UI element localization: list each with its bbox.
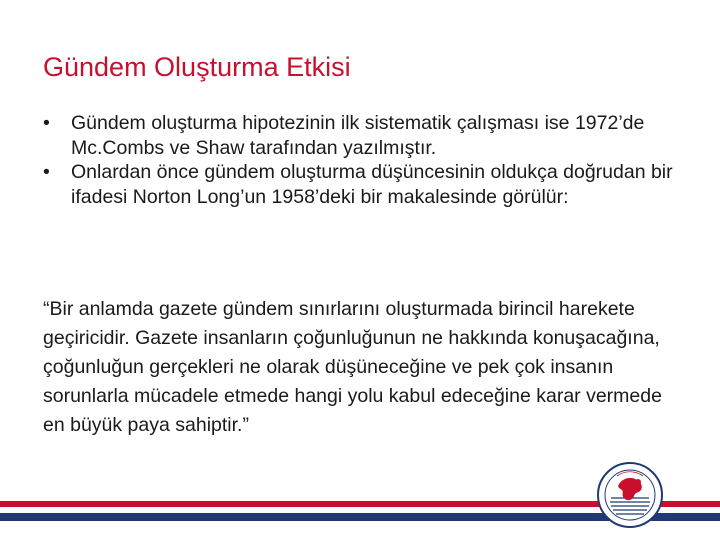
university-seal-icon (597, 462, 663, 528)
bullet-marker: • (43, 161, 50, 183)
bullet-list (43, 111, 683, 209)
bullet-marker: • (43, 112, 50, 134)
bullet-text: Gündem oluşturma hipotezinin ilk sistematik çalışması ise 1972’de Mc.Combs ve Shaw tarafından yazılmıştır. (71, 112, 645, 159)
bullet-text: Onlardan önce gündem oluşturma düşüncesinin oldukça doğrudan bir ifadesi Norton Long’un 1958’deki bir makalesinde görülür: (71, 161, 673, 208)
quote-text: “Bir anlamda gazete gündem sınırlarını oluşturmada birincil harekete geçiricidir. Gazete insanların çoğunluğunun ne hakkında konuşacağına, çoğunluğun gerçekleri ne olarak düşüneceğine ve pek çok insanın sorunlarla mücadele etmede hangi yolu kabul edeceğine karar vermede en büyük paya sahiptir.” (43, 298, 662, 436)
bullet-item (43, 160, 683, 209)
slide-title: Gündem Oluşturma Etkisi (43, 52, 351, 82)
bullet-item (43, 111, 683, 160)
